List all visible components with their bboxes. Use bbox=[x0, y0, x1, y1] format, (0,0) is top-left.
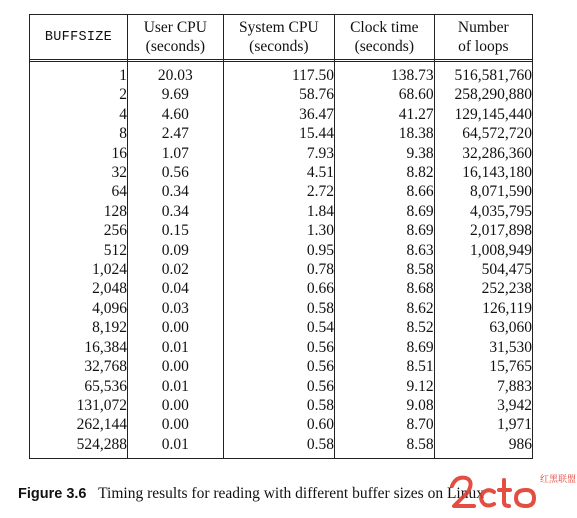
table-row bbox=[30, 202, 533, 221]
table-body bbox=[30, 62, 533, 459]
cell-buffsize: 8,192 bbox=[30, 318, 128, 337]
cell-clock-time: 68.60 bbox=[335, 85, 435, 104]
cell-user-cpu: 9.69 bbox=[127, 85, 223, 104]
header-system-cpu bbox=[223, 15, 334, 60]
table-row bbox=[30, 182, 533, 201]
cell-system-cpu: 0.56 bbox=[223, 338, 334, 357]
cell-user-cpu: 0.01 bbox=[127, 435, 223, 459]
cell-user-cpu: 0.04 bbox=[127, 279, 223, 298]
cell-number-of-loops: 31,530 bbox=[434, 338, 532, 357]
cell-user-cpu: 1.07 bbox=[127, 144, 223, 163]
cell-clock-time: 8.68 bbox=[335, 279, 435, 298]
cell-number-of-loops: 32,286,360 bbox=[434, 144, 532, 163]
cell-user-cpu: 20.03 bbox=[127, 62, 223, 86]
header-line2: (seconds) bbox=[145, 38, 206, 55]
cell-system-cpu: 0.58 bbox=[223, 299, 334, 318]
table-row bbox=[30, 105, 533, 124]
cell-number-of-loops: 63,060 bbox=[434, 318, 532, 337]
cell-buffsize: 32 bbox=[30, 163, 128, 182]
cell-system-cpu: 36.47 bbox=[223, 105, 334, 124]
cell-system-cpu: 1.30 bbox=[223, 221, 334, 240]
table-header bbox=[30, 15, 533, 62]
cell-system-cpu: 1.84 bbox=[223, 202, 334, 221]
cell-user-cpu: 0.03 bbox=[127, 299, 223, 318]
cell-user-cpu: 0.34 bbox=[127, 182, 223, 201]
cell-user-cpu: 0.34 bbox=[127, 202, 223, 221]
header-line1: System CPU bbox=[239, 19, 319, 36]
cell-number-of-loops: 7,883 bbox=[434, 377, 532, 396]
table-row bbox=[30, 163, 533, 182]
cell-system-cpu: 117.50 bbox=[223, 62, 334, 86]
cell-buffsize: 8 bbox=[30, 124, 128, 143]
cell-clock-time: 9.12 bbox=[335, 377, 435, 396]
cell-system-cpu: 0.56 bbox=[223, 377, 334, 396]
table-row bbox=[30, 357, 533, 376]
cell-system-cpu: 2.72 bbox=[223, 182, 334, 201]
cell-clock-time: 8.70 bbox=[335, 415, 435, 434]
cell-user-cpu: 4.60 bbox=[127, 105, 223, 124]
cell-user-cpu: 0.00 bbox=[127, 415, 223, 434]
cell-buffsize: 262,144 bbox=[30, 415, 128, 434]
cell-buffsize: 128 bbox=[30, 202, 128, 221]
cell-system-cpu: 7.93 bbox=[223, 144, 334, 163]
cell-number-of-loops: 504,475 bbox=[434, 260, 532, 279]
header-line2: of loops bbox=[458, 38, 509, 55]
cell-user-cpu: 0.01 bbox=[127, 377, 223, 396]
cell-user-cpu: 0.09 bbox=[127, 241, 223, 260]
cell-system-cpu: 58.76 bbox=[223, 85, 334, 104]
figure-caption bbox=[18, 485, 484, 503]
table-row bbox=[30, 144, 533, 163]
cell-buffsize: 1 bbox=[30, 62, 128, 86]
header-line2: (seconds) bbox=[249, 38, 309, 55]
cell-clock-time: 8.63 bbox=[335, 241, 435, 260]
table-row bbox=[30, 299, 533, 318]
cell-clock-time: 8.82 bbox=[335, 163, 435, 182]
cell-clock-time: 8.62 bbox=[335, 299, 435, 318]
cell-clock-time: 9.08 bbox=[335, 396, 435, 415]
header-line1: User CPU bbox=[143, 19, 207, 36]
cell-system-cpu: 15.44 bbox=[223, 124, 334, 143]
figure-label: Figure 3.6 bbox=[18, 486, 87, 502]
cell-number-of-loops: 15,765 bbox=[434, 357, 532, 376]
cell-system-cpu: 0.54 bbox=[223, 318, 334, 337]
table-row bbox=[30, 241, 533, 260]
cell-user-cpu: 0.00 bbox=[127, 318, 223, 337]
watermark-side-text: 红黑联盟 bbox=[540, 475, 577, 485]
cell-buffsize: 4 bbox=[30, 105, 128, 124]
header-line1: Number bbox=[457, 19, 509, 36]
table-row bbox=[30, 85, 533, 104]
table-row bbox=[30, 415, 533, 434]
cell-system-cpu: 0.58 bbox=[223, 435, 334, 459]
cell-number-of-loops: 1,008,949 bbox=[434, 241, 532, 260]
cell-buffsize: 32,768 bbox=[30, 357, 128, 376]
table-row bbox=[30, 124, 533, 143]
table-row bbox=[30, 396, 533, 415]
table-row bbox=[30, 435, 533, 459]
cell-clock-time: 8.52 bbox=[335, 318, 435, 337]
header-line1: Clock time bbox=[350, 19, 419, 36]
cell-clock-time: 8.66 bbox=[335, 182, 435, 201]
cell-buffsize: 64 bbox=[30, 182, 128, 201]
cell-system-cpu: 0.78 bbox=[223, 260, 334, 279]
cell-user-cpu: 0.15 bbox=[127, 221, 223, 240]
cell-user-cpu: 0.01 bbox=[127, 338, 223, 357]
table-row bbox=[30, 338, 533, 357]
cell-user-cpu: 0.56 bbox=[127, 163, 223, 182]
cell-buffsize: 524,288 bbox=[30, 435, 128, 459]
cell-number-of-loops: 252,238 bbox=[434, 279, 532, 298]
cell-number-of-loops: 986 bbox=[434, 435, 532, 459]
header-line2: (seconds) bbox=[354, 38, 415, 55]
cell-number-of-loops: 16,143,180 bbox=[434, 163, 532, 182]
cell-clock-time: 8.69 bbox=[335, 338, 435, 357]
cell-clock-time: 8.51 bbox=[335, 357, 435, 376]
cell-number-of-loops: 258,290,880 bbox=[434, 85, 532, 104]
cell-system-cpu: 0.95 bbox=[223, 241, 334, 260]
cell-user-cpu: 0.00 bbox=[127, 396, 223, 415]
cell-user-cpu: 0.02 bbox=[127, 260, 223, 279]
table-row bbox=[30, 260, 533, 279]
cell-clock-time: 138.73 bbox=[335, 62, 435, 86]
timing-table bbox=[29, 14, 533, 459]
watermark-logo-icon bbox=[446, 462, 577, 518]
cell-clock-time: 8.69 bbox=[335, 221, 435, 240]
cell-clock-time: 9.38 bbox=[335, 144, 435, 163]
cell-number-of-loops: 4,035,795 bbox=[434, 202, 532, 221]
figure-caption-text: Timing results for reading with different buffer sizes on Linux bbox=[98, 485, 484, 502]
table-row bbox=[30, 62, 533, 86]
cell-number-of-loops: 64,572,720 bbox=[434, 124, 532, 143]
cell-clock-time: 41.27 bbox=[335, 105, 435, 124]
header-clock-time bbox=[335, 15, 435, 60]
cell-buffsize: 16 bbox=[30, 144, 128, 163]
cell-number-of-loops: 129,145,440 bbox=[434, 105, 532, 124]
table-row bbox=[30, 377, 533, 396]
cell-buffsize: 1,024 bbox=[30, 260, 128, 279]
cell-number-of-loops: 1,971 bbox=[434, 415, 532, 434]
cell-clock-time: 8.58 bbox=[335, 260, 435, 279]
cell-buffsize: 4,096 bbox=[30, 299, 128, 318]
cell-clock-time: 8.58 bbox=[335, 435, 435, 459]
header-user-cpu bbox=[127, 15, 223, 60]
cell-system-cpu: 0.66 bbox=[223, 279, 334, 298]
cell-system-cpu: 0.56 bbox=[223, 357, 334, 376]
cell-user-cpu: 0.00 bbox=[127, 357, 223, 376]
cell-number-of-loops: 126,119 bbox=[434, 299, 532, 318]
cell-buffsize: 16,384 bbox=[30, 338, 128, 357]
table-row bbox=[30, 318, 533, 337]
header-buffsize-label: BUFFSIZE bbox=[44, 29, 113, 45]
cell-buffsize: 131,072 bbox=[30, 396, 128, 415]
cell-number-of-loops: 3,942 bbox=[434, 396, 532, 415]
cell-system-cpu: 0.60 bbox=[223, 415, 334, 434]
header-buffsize bbox=[30, 15, 128, 60]
cell-number-of-loops: 516,581,760 bbox=[434, 62, 532, 86]
table-row bbox=[30, 279, 533, 298]
cell-system-cpu: 0.58 bbox=[223, 396, 334, 415]
cell-number-of-loops: 8,071,590 bbox=[434, 182, 532, 201]
cell-buffsize: 256 bbox=[30, 221, 128, 240]
header-number-of-loops bbox=[434, 15, 532, 60]
cell-user-cpu: 2.47 bbox=[127, 124, 223, 143]
cell-buffsize: 512 bbox=[30, 241, 128, 260]
cell-system-cpu: 4.51 bbox=[223, 163, 334, 182]
cell-buffsize: 65,536 bbox=[30, 377, 128, 396]
cell-number-of-loops: 2,017,898 bbox=[434, 221, 532, 240]
cell-buffsize: 2 bbox=[30, 85, 128, 104]
cell-clock-time: 18.38 bbox=[335, 124, 435, 143]
cell-buffsize: 2,048 bbox=[30, 279, 128, 298]
table-row bbox=[30, 221, 533, 240]
cell-clock-time: 8.69 bbox=[335, 202, 435, 221]
